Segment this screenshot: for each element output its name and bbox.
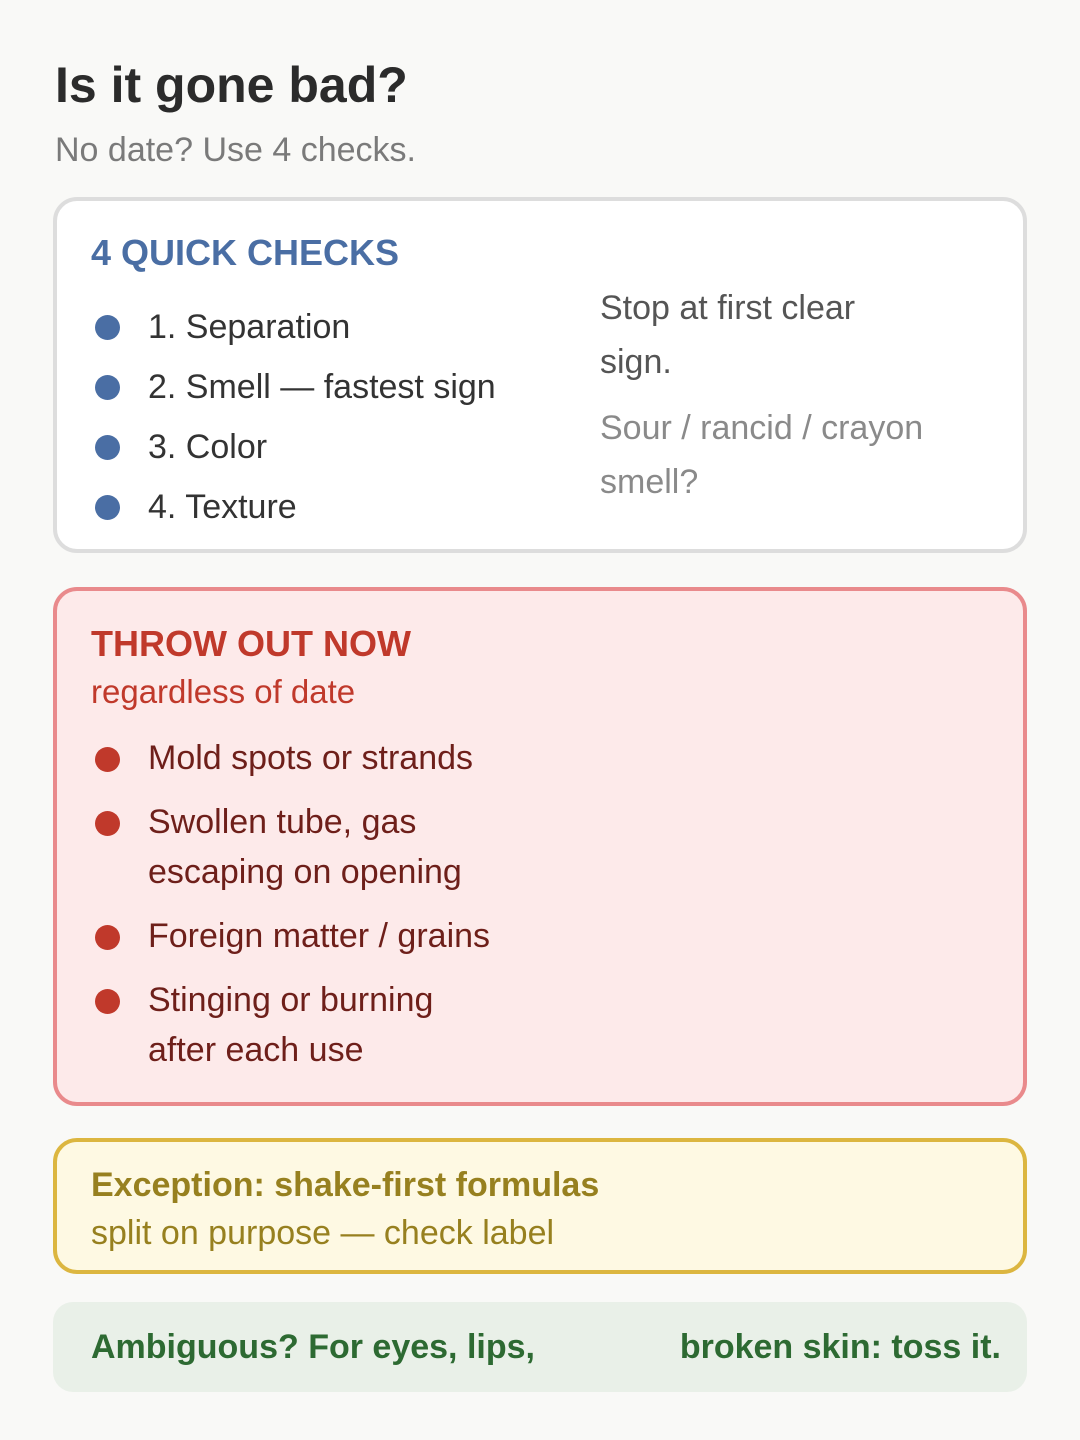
check-item-label: 3. Color <box>148 427 268 466</box>
list-item <box>95 417 496 477</box>
list-item <box>95 733 548 783</box>
bullet-dot-icon <box>95 925 120 950</box>
bullet-dot-icon <box>95 495 120 520</box>
throw-item-label: Stinging or burning after each use <box>148 981 434 1069</box>
quick-checks-list <box>95 297 496 537</box>
bullet-dot-icon <box>95 375 120 400</box>
list-item <box>95 477 496 537</box>
throw-out-subtitle: regardless of date <box>91 673 356 710</box>
list-item <box>95 797 548 897</box>
check-item-label: 4. Texture <box>148 487 297 526</box>
bullet-dot-icon <box>95 435 120 460</box>
list-item <box>95 911 548 961</box>
page-title: Is it gone bad? <box>55 57 408 113</box>
throw-item-label: Mold spots or strands <box>148 739 474 777</box>
check-item-label: 2. Smell — fastest sign <box>148 367 496 406</box>
note-primary-text: Stop at first clear sign. <box>600 289 856 381</box>
check-item-label: 1. Separation <box>148 307 351 346</box>
bullet-dot-icon <box>95 811 120 836</box>
throw-out-card <box>53 587 1027 1106</box>
quick-checks-note <box>600 281 930 509</box>
list-item <box>95 975 548 1075</box>
bullet-dot-icon <box>95 315 120 340</box>
quick-checks-card <box>53 197 1027 553</box>
list-item <box>95 357 496 417</box>
throw-out-list <box>95 733 548 1089</box>
throw-out-title: THROW OUT NOW <box>91 623 411 664</box>
exception-text: split on purpose — check label <box>91 1214 555 1252</box>
bullet-dot-icon <box>95 989 120 1014</box>
ambiguous-right-text: broken skin: toss it. <box>679 1328 1001 1366</box>
list-item <box>95 297 496 357</box>
throw-item-label: Foreign matter / grains <box>148 917 491 955</box>
ambiguous-left-text: Ambiguous? For eyes, lips, <box>91 1328 535 1366</box>
exception-title: Exception: shake-first formulas <box>91 1166 600 1204</box>
throw-item-label: Swollen tube, gas escaping on opening <box>148 803 462 891</box>
exception-card <box>53 1138 1027 1274</box>
ambiguous-banner <box>53 1302 1027 1392</box>
quick-checks-title: 4 QUICK CHECKS <box>91 232 400 273</box>
note-secondary-text: Sour / rancid / crayon smell? <box>600 409 924 501</box>
bullet-dot-icon <box>95 747 120 772</box>
page-subtitle: No date? Use 4 checks. <box>55 131 416 169</box>
